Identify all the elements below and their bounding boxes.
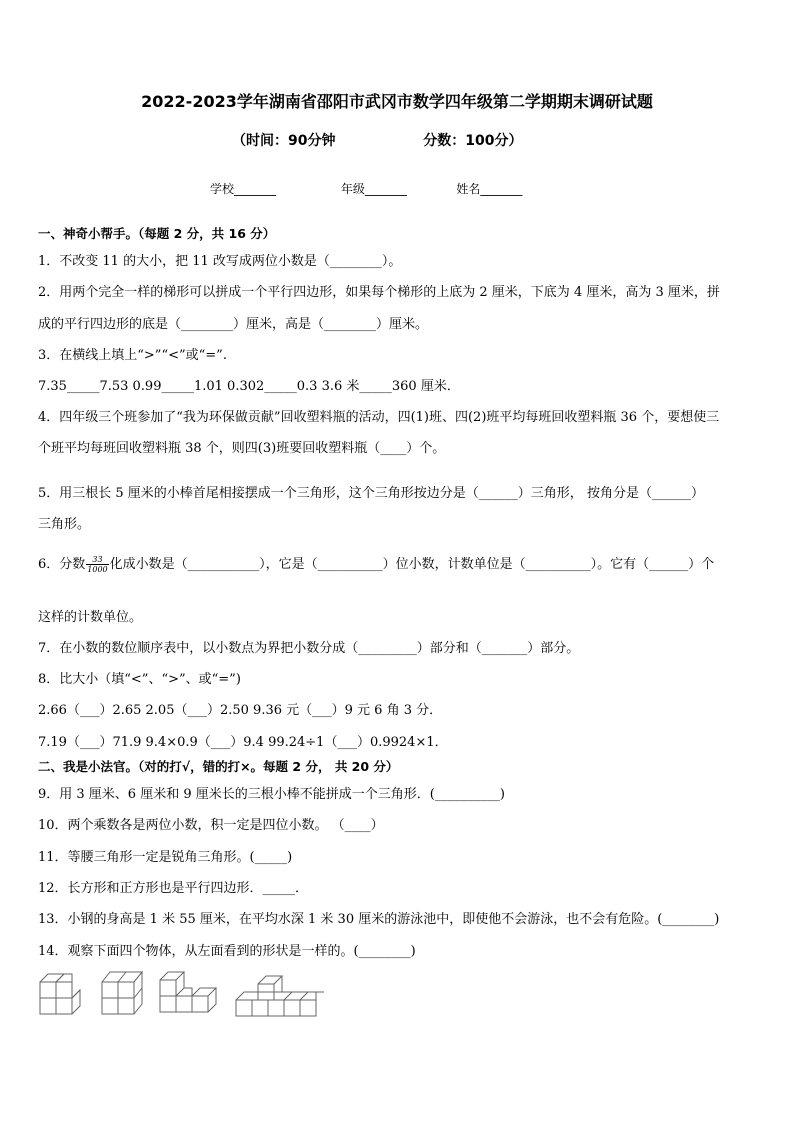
section-2-heading: 二、我是小法官。（对的打√，错的打×。每题 2 分， 共 20 分）	[38, 759, 399, 774]
question-10: 10．两个乘数各是两位小数，积一定是四位小数。 （____）	[38, 818, 384, 833]
question-6-line-1	[38, 553, 714, 574]
question-13: 13．小钢的身高是 1 米 55 厘米，在平均水深 1 米 30 厘米的游泳池中，即使他不会游泳，也不会有危险。(________)	[38, 912, 720, 927]
question-9: 9．用 3 厘米、6 厘米和 9 厘米长的三根小棒不能拼成一个三角形．(__________)	[38, 787, 505, 802]
student-info: 学校_______ 年级_______ 姓名_______	[210, 182, 523, 196]
section-1-heading: 一、神奇小帮手。（每题 2 分，共 16 分）	[38, 226, 276, 241]
question-8: 8．比大小（填“<”、“>”、或“=”)	[38, 672, 241, 687]
fraction-numerator: 33	[86, 555, 108, 565]
question-7: 7．在小数的数位顺序表中，以小数点为界把小数分成（_________）部分和（_______）部分。	[38, 641, 580, 656]
cube-stack-2	[98, 966, 148, 1020]
fraction	[86, 555, 108, 574]
cube-stack-1	[38, 966, 86, 1020]
cube-stack-3	[158, 966, 218, 1020]
fraction-denominator: 1000	[87, 565, 108, 574]
question-8-row-1: 2.66（___）2.65 2.05（___）2.50 9.36 元（___）9 元 6 角 3 分．	[38, 703, 443, 718]
question-6-suffix: 化成小数是（___________），它是（__________）位小数，计数单位是（__________）。它有（______）个	[109, 557, 715, 572]
question-14: 14．观察下面四个物体，从左面看到的形状是一样的。(________)	[38, 944, 416, 959]
cube-figures	[38, 966, 338, 1022]
question-5-line-1: 5．用三根长 5 厘米的小棒首尾相接摆成一个三角形，这个三角形按边分是（______）三角形， 按角分是（______）	[38, 486, 704, 501]
question-12: 12．长方形和正方形也是平行四边形．_____．	[38, 881, 309, 896]
question-3-items: 7.35_____7.53 0.99_____1.01 0.302_____0.3 3.6 米_____360 厘米．	[38, 379, 460, 394]
question-3: 3．在横线上填上“>”“<”或“=”.	[38, 348, 227, 363]
cube-stack-4	[234, 966, 324, 1022]
question-6-prefix: 6．分数	[38, 557, 86, 572]
question-1: 1．不改变 11 的大小，把 11 改写成两位小数是（________）。	[38, 254, 402, 269]
exam-subtitle: （时间：90分钟 分数：100分）	[232, 133, 523, 149]
question-4-line-2: 个班平均每班回收塑料瓶 38 个，则四(3)班要回收塑料瓶（____）个。	[38, 441, 446, 456]
question-4-line-1: 4．四年级三个班参加了“我为环保做贡献”回收塑料瓶的活动，四(1)班、四(2)班平均每班回收塑料瓶 36 个，要想使三	[38, 410, 720, 425]
question-5-line-2: 三角形。	[38, 517, 91, 532]
question-11: 11．等腰三角形一定是锐角三角形。(_____)	[38, 850, 293, 865]
exam-title: 2022-2023学年湖南省邵阳市武冈市数学四年级第二学期期末调研试题	[141, 92, 653, 111]
question-8-row-2: 7.19（___）71.9 9.4×0.9（___）9.4 99.24÷1（___）0.9924×1．	[38, 735, 448, 750]
question-2-line-1: 2．用两个完全一样的梯形可以拼成一个平行四边形，如果每个梯形的上底为 2 厘米，下底为 4 厘米，高为 3 厘米，拼	[38, 285, 720, 300]
question-6-line-2: 这样的计数单位。	[38, 610, 143, 625]
question-2-line-2: 成的平行四边形的底是（________）厘米，高是（________）厘米。	[38, 317, 429, 332]
